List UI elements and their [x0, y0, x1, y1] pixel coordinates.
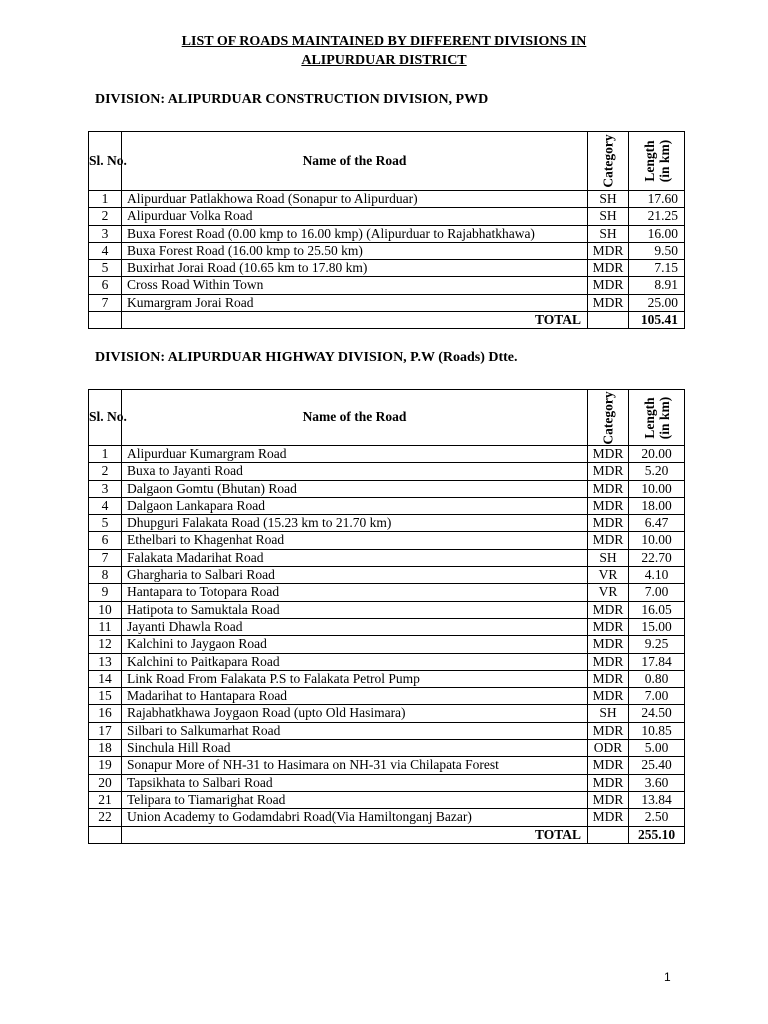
cell-road-name: Ghargharia to Salbari Road: [122, 567, 588, 584]
cell-category: SH: [588, 705, 629, 722]
cell-category: MDR: [588, 463, 629, 480]
document-title-line-2: ALIPURDUAR DISTRICT: [301, 53, 467, 68]
cell-sl-no: 2: [89, 208, 122, 225]
cell-sl-no: 2: [89, 463, 122, 480]
cell-road-name: Link Road From Falakata P.S to Falakata Petrol Pump: [122, 670, 588, 687]
cell-category: MDR: [588, 653, 629, 670]
cell-length: 3.60: [629, 774, 685, 791]
cell-road-name: Hatipota to Samuktala Road: [122, 601, 588, 618]
cell-sl-no: 7: [89, 549, 122, 566]
total-empty-cell: [588, 312, 629, 329]
cell-road-name: Jayanti Dhawla Road: [122, 618, 588, 635]
table-row: [89, 670, 685, 687]
cell-length: 17.60: [629, 191, 685, 208]
total-label: TOTAL: [122, 312, 588, 329]
cell-road-name: Alipurduar Kumargram Road: [122, 446, 588, 463]
cell-sl-no: 4: [89, 497, 122, 514]
cell-category: VR: [588, 584, 629, 601]
cell-length: 16.05: [629, 601, 685, 618]
highway-division-rows: [89, 446, 685, 844]
table-row: [89, 225, 685, 242]
cell-category: MDR: [588, 774, 629, 791]
cell-sl-no: 3: [89, 225, 122, 242]
header-road-name: Name of the Road: [122, 132, 588, 191]
cell-sl-no: 4: [89, 242, 122, 259]
cell-length: 24.50: [629, 705, 685, 722]
header-category: [588, 132, 629, 191]
table-row: [89, 208, 685, 225]
cell-road-name: Alipurduar Patlakhowa Road (Sonapur to Alipurduar): [122, 191, 588, 208]
table-row: [89, 242, 685, 259]
table-row: [89, 191, 685, 208]
cell-road-name: Sonapur More of NH-31 to Hasimara on NH-31 via Chilapata Forest: [122, 757, 588, 774]
cell-road-name: Kalchini to Paitkapara Road: [122, 653, 588, 670]
cell-category: MDR: [588, 242, 629, 259]
cell-category: VR: [588, 567, 629, 584]
cell-category: MDR: [588, 446, 629, 463]
cell-length: 10.00: [629, 532, 685, 549]
cell-road-name: Buxa Forest Road (0.00 kmp to 16.00 kmp) (Alipurduar to Rajabhatkhawa): [122, 225, 588, 242]
table-row: [89, 549, 685, 566]
header-road-name: Name of the Road: [122, 390, 588, 446]
table-row: [89, 480, 685, 497]
cell-road-name: Hantapara to Totopara Road: [122, 584, 588, 601]
cell-sl-no: 18: [89, 740, 122, 757]
cell-sl-no: 6: [89, 277, 122, 294]
header-sl-no: Sl. No.: [89, 132, 122, 191]
cell-category: SH: [588, 191, 629, 208]
cell-length: 20.00: [629, 446, 685, 463]
header-category-text: Category: [600, 390, 616, 445]
cell-sl-no: 6: [89, 532, 122, 549]
table-row: [89, 497, 685, 514]
cell-length: 15.00: [629, 618, 685, 635]
table-row: [89, 515, 685, 532]
cell-sl-no: 8: [89, 567, 122, 584]
cell-category: MDR: [588, 791, 629, 808]
total-empty-cell: [89, 826, 122, 843]
cell-length: 17.84: [629, 653, 685, 670]
cell-road-name: Buxirhat Jorai Road (10.65 km to 17.80 km): [122, 260, 588, 277]
cell-sl-no: 20: [89, 774, 122, 791]
table-row: [89, 774, 685, 791]
table-row: [89, 688, 685, 705]
table-row: [89, 567, 685, 584]
cell-length: 5.00: [629, 740, 685, 757]
cell-category: MDR: [588, 497, 629, 514]
table-row: [89, 809, 685, 826]
cell-length: 9.50: [629, 242, 685, 259]
cell-sl-no: 1: [89, 446, 122, 463]
cell-sl-no: 5: [89, 260, 122, 277]
page-number: 1: [664, 970, 671, 984]
cell-road-name: Buxa Forest Road (16.00 kmp to 25.50 km): [122, 242, 588, 259]
header-length-line-2: (in km): [656, 396, 672, 439]
cell-road-name: Ethelbari to Khagenhat Road: [122, 532, 588, 549]
cell-length: 7.00: [629, 688, 685, 705]
cell-road-name: Alipurduar Volka Road: [122, 208, 588, 225]
cell-category: MDR: [588, 260, 629, 277]
cell-category: MDR: [588, 670, 629, 687]
header-length: [629, 390, 685, 446]
cell-road-name: Sinchula Hill Road: [122, 740, 588, 757]
cell-road-name: Silbari to Salkumarhat Road: [122, 722, 588, 739]
cell-length: 21.25: [629, 208, 685, 225]
cell-sl-no: 10: [89, 601, 122, 618]
table-row: [89, 791, 685, 808]
table-row: [89, 636, 685, 653]
cell-category: MDR: [588, 532, 629, 549]
cell-sl-no: 14: [89, 670, 122, 687]
cell-length: 5.20: [629, 463, 685, 480]
roads-table-construction-division: [88, 131, 685, 329]
cell-category: MDR: [588, 809, 629, 826]
cell-length: 7.00: [629, 584, 685, 601]
table-row: [89, 618, 685, 635]
total-row: [89, 312, 685, 329]
table-row: [89, 277, 685, 294]
cell-sl-no: 12: [89, 636, 122, 653]
cell-category: MDR: [588, 636, 629, 653]
total-empty-cell: [588, 826, 629, 843]
cell-length: 4.10: [629, 567, 685, 584]
cell-length: 7.15: [629, 260, 685, 277]
table-row: [89, 653, 685, 670]
cell-road-name: Kalchini to Jaygaon Road: [122, 636, 588, 653]
cell-category: SH: [588, 225, 629, 242]
cell-road-name: Falakata Madarihat Road: [122, 549, 588, 566]
table-row: [89, 722, 685, 739]
table-row: [89, 260, 685, 277]
cell-category: MDR: [588, 618, 629, 635]
division-heading: DIVISION: ALIPURDUAR HIGHWAY DIVISION, P.W (Roads) Dtte.: [95, 350, 518, 365]
cell-sl-no: 11: [89, 618, 122, 635]
cell-length: 18.00: [629, 497, 685, 514]
cell-length: 6.47: [629, 515, 685, 532]
table-row: [89, 463, 685, 480]
header-sl-no: Sl. No.: [89, 390, 122, 446]
table-row: [89, 757, 685, 774]
roads-table-highway-division: [88, 389, 685, 844]
cell-category: MDR: [588, 688, 629, 705]
cell-road-name: Dalgaon Lankapara Road: [122, 497, 588, 514]
table-row: [89, 705, 685, 722]
cell-sl-no: 16: [89, 705, 122, 722]
cell-road-name: Telipara to Tiamarighat Road: [122, 791, 588, 808]
cell-length: 10.85: [629, 722, 685, 739]
cell-sl-no: 13: [89, 653, 122, 670]
cell-road-name: Madarihat to Hantapara Road: [122, 688, 588, 705]
cell-length: 2.50: [629, 809, 685, 826]
cell-sl-no: 17: [89, 722, 122, 739]
cell-length: 22.70: [629, 549, 685, 566]
cell-category: MDR: [588, 722, 629, 739]
cell-category: MDR: [588, 515, 629, 532]
cell-sl-no: 3: [89, 480, 122, 497]
cell-sl-no: 9: [89, 584, 122, 601]
cell-length: 8.91: [629, 277, 685, 294]
cell-category: SH: [588, 549, 629, 566]
total-empty-cell: [89, 312, 122, 329]
cell-road-name: Dalgaon Gomtu (Bhutan) Road: [122, 480, 588, 497]
total-row: [89, 826, 685, 843]
cell-sl-no: 22: [89, 809, 122, 826]
cell-category: MDR: [588, 480, 629, 497]
cell-road-name: Union Academy to Godamdabri Road(Via Hamiltonganj Bazar): [122, 809, 588, 826]
header-category-text: Category: [600, 134, 616, 188]
cell-category: MDR: [588, 601, 629, 618]
cell-sl-no: 1: [89, 191, 122, 208]
construction-division-rows: [89, 191, 685, 329]
cell-length: 0.80: [629, 670, 685, 687]
total-value: 105.41: [629, 312, 685, 329]
cell-length: 10.00: [629, 480, 685, 497]
table-row: [89, 601, 685, 618]
cell-road-name: Tapsikhata to Salbari Road: [122, 774, 588, 791]
cell-sl-no: 5: [89, 515, 122, 532]
cell-sl-no: 21: [89, 791, 122, 808]
cell-category: MDR: [588, 294, 629, 311]
cell-length: 25.00: [629, 294, 685, 311]
cell-sl-no: 15: [89, 688, 122, 705]
table-row: [89, 740, 685, 757]
cell-length: 9.25: [629, 636, 685, 653]
cell-category: ODR: [588, 740, 629, 757]
table-row: [89, 532, 685, 549]
cell-category: MDR: [588, 757, 629, 774]
total-label: TOTAL: [122, 826, 588, 843]
header-length-line-2: (in km): [656, 139, 672, 183]
total-value: 255.10: [629, 826, 685, 843]
cell-road-name: Rajabhatkhawa Joygaon Road (upto Old Hasimara): [122, 705, 588, 722]
header-length-line-1: Length: [641, 140, 657, 182]
cell-category: SH: [588, 208, 629, 225]
document-title-line-1: LIST OF ROADS MAINTAINED BY DIFFERENT DIVISIONS IN: [181, 34, 587, 49]
cell-sl-no: 7: [89, 294, 122, 311]
division-heading: DIVISION: ALIPURDUAR CONSTRUCTION DIVISION, PWD: [95, 92, 489, 107]
cell-length: 16.00: [629, 225, 685, 242]
cell-road-name: Dhupguri Falakata Road (15.23 km to 21.70 km): [122, 515, 588, 532]
cell-road-name: Cross Road Within Town: [122, 277, 588, 294]
cell-category: MDR: [588, 277, 629, 294]
cell-road-name: Kumargram Jorai Road: [122, 294, 588, 311]
header-length-text: [642, 396, 672, 438]
cell-length: 25.40: [629, 757, 685, 774]
table-row: [89, 446, 685, 463]
header-length-text: [642, 140, 672, 182]
table-row: [89, 584, 685, 601]
cell-sl-no: 19: [89, 757, 122, 774]
header-length: [629, 132, 685, 191]
cell-length: 13.84: [629, 791, 685, 808]
header-length-line-1: Length: [641, 396, 657, 439]
cell-road-name: Buxa to Jayanti Road: [122, 463, 588, 480]
table-row: [89, 294, 685, 311]
header-category: [588, 390, 629, 446]
